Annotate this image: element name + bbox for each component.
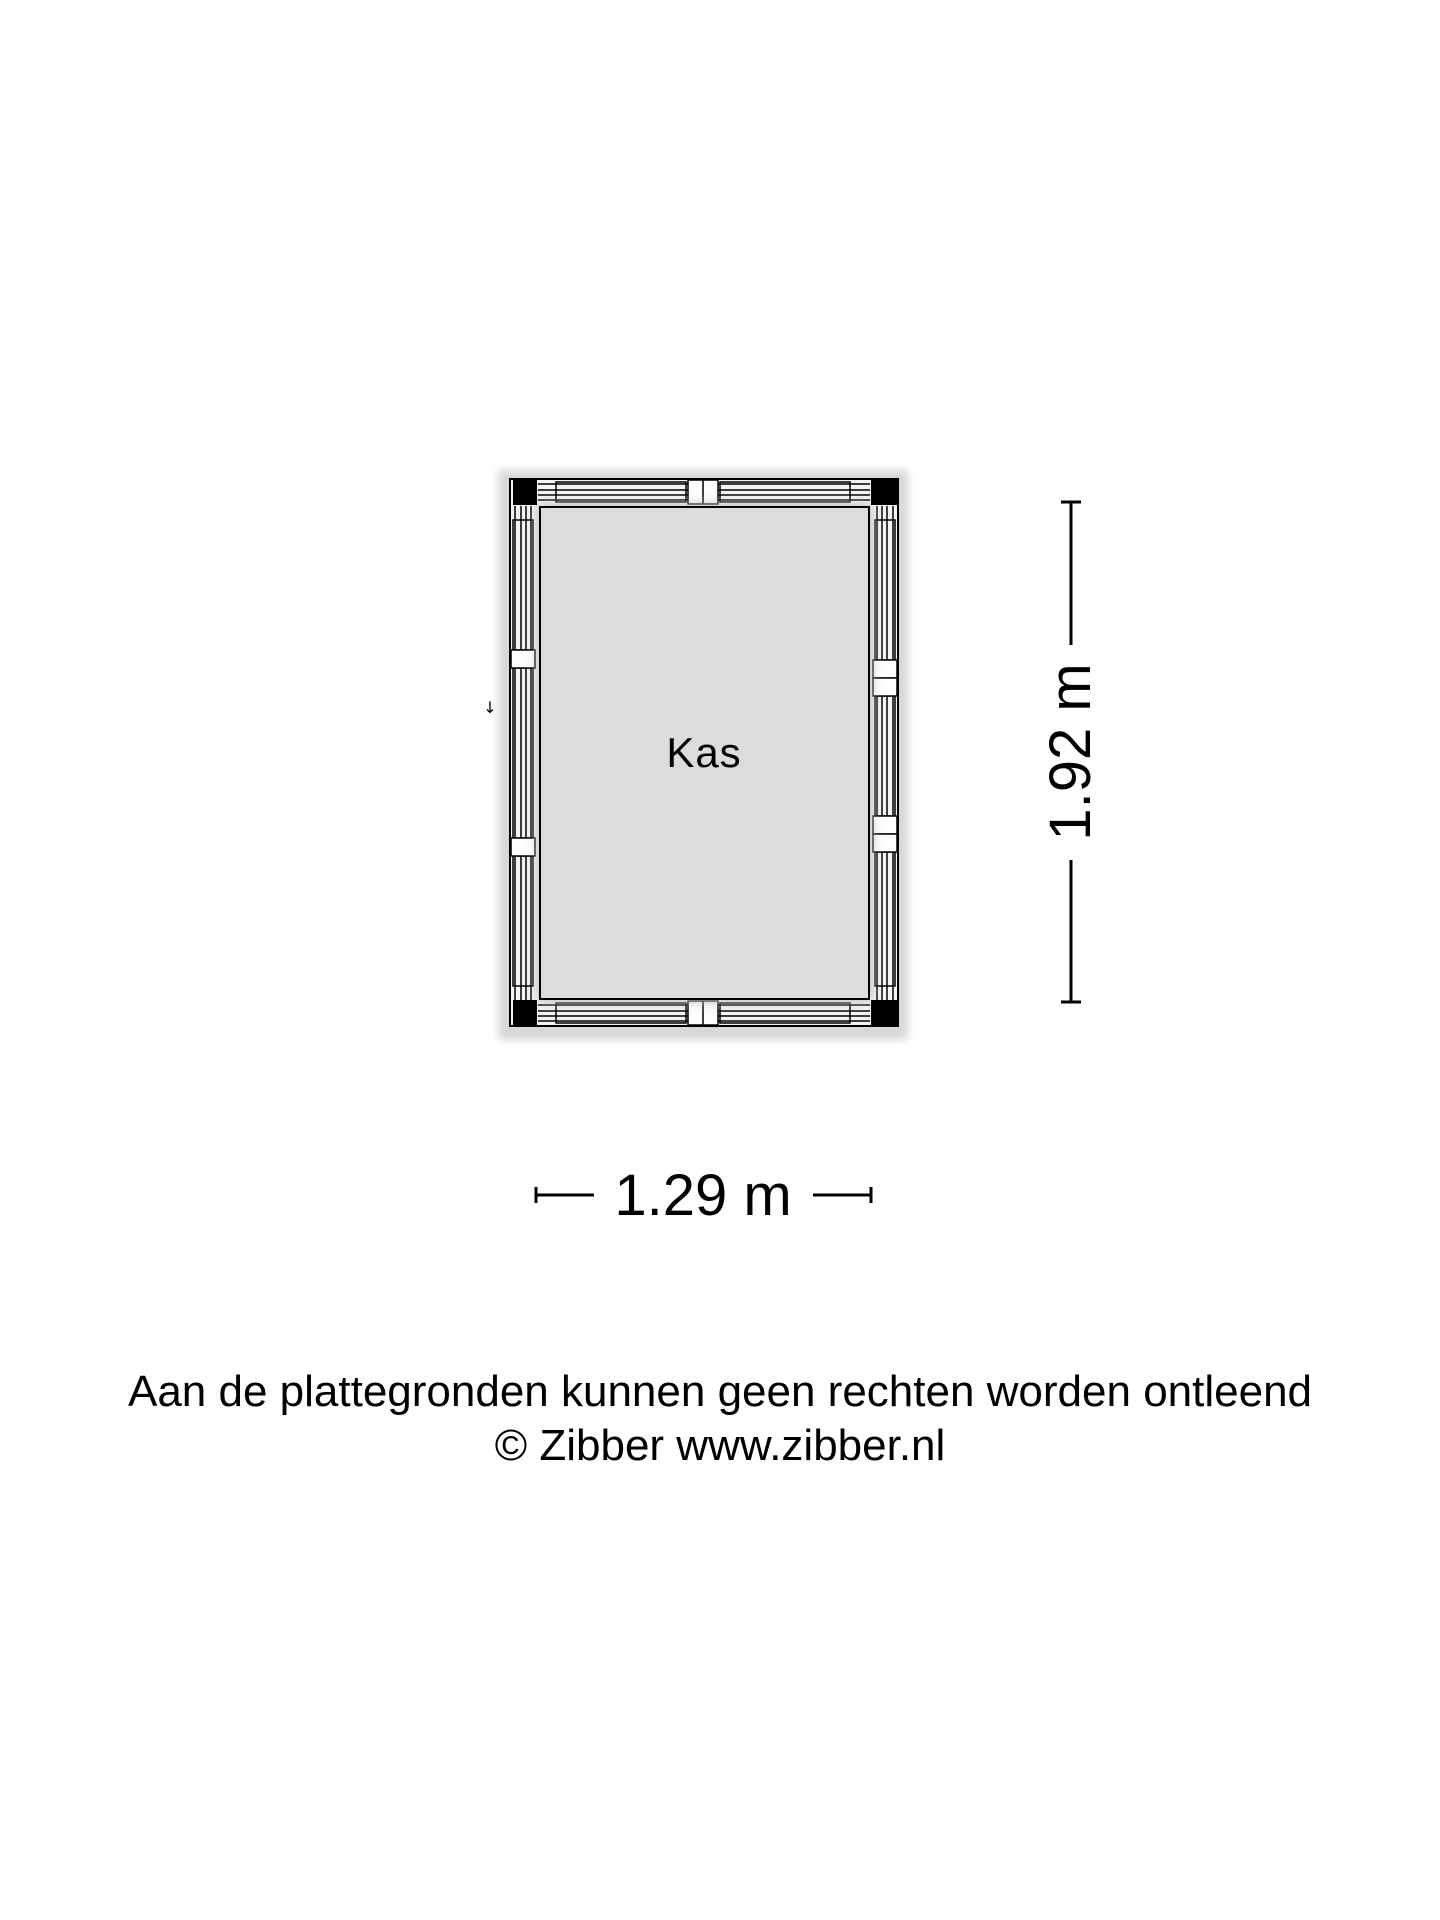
arrow-down-icon: ↓ bbox=[483, 698, 497, 717]
copyright-text: © Zibber www.zibber.nl bbox=[494, 1421, 946, 1470]
room-label: Kas bbox=[666, 729, 742, 776]
corner-post-top-right bbox=[871, 479, 897, 505]
disclaimer-text: Aan de plattegronden kunnen geen rechten worden ontleend bbox=[127, 1367, 1313, 1416]
corner-post-bottom-right bbox=[871, 1000, 897, 1026]
corner-post-top-left bbox=[513, 479, 537, 505]
width-dimension-label: 1.29 m bbox=[614, 1163, 792, 1228]
corner-post-bottom-left bbox=[513, 1000, 537, 1026]
height-dimension-label: 1.92 m bbox=[1038, 663, 1103, 841]
